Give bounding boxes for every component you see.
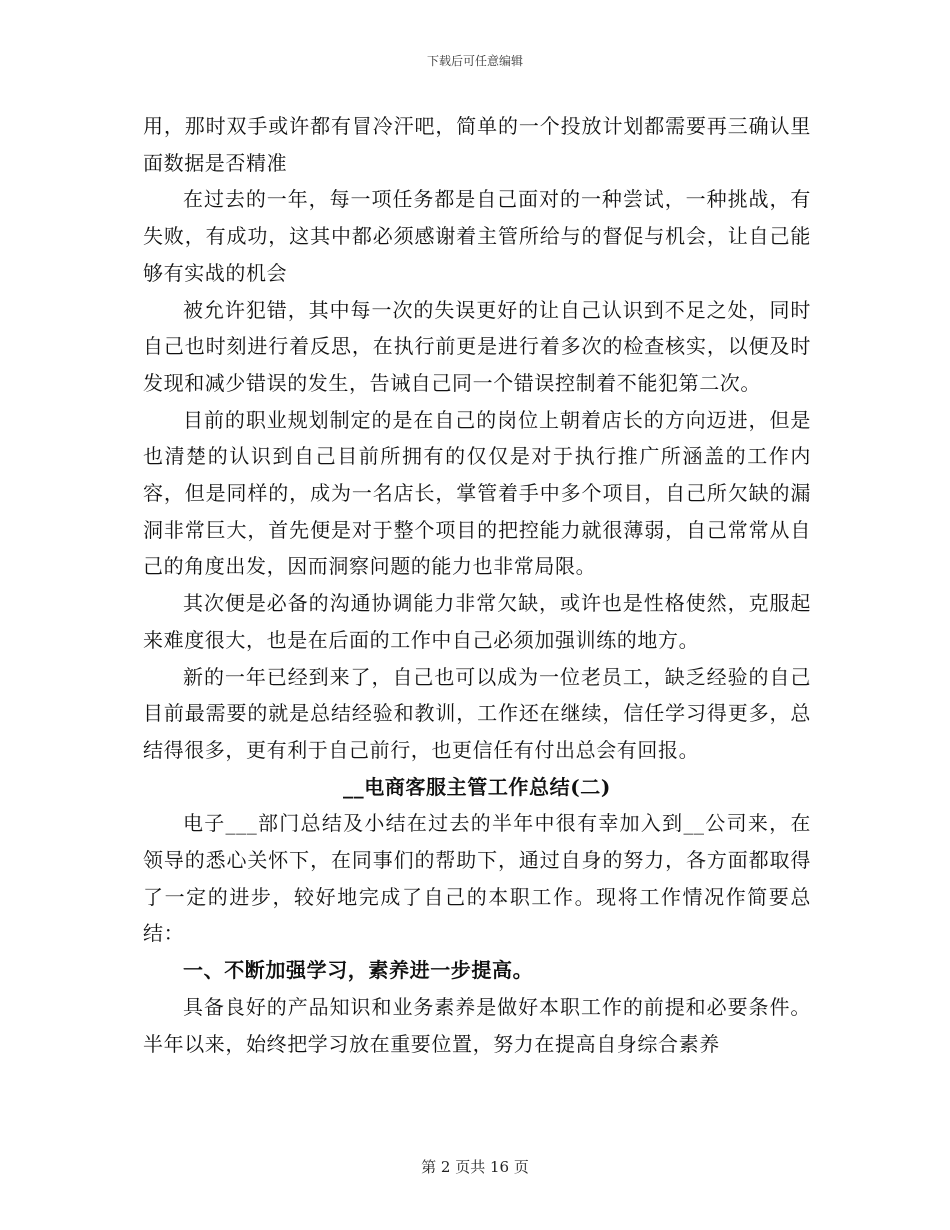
paragraph-8: 具备良好的产品知识和业务素养是做好本职工作的前提和必要条件。半年以来，始终把学习放在重要位置，努力在提高自身综合素养 (143, 994, 811, 1056)
paragraph-7: 电子___部门总结及小结在过去的半年中很有幸加入到__公司来，在领导的悉心关怀下，在同事们的帮助下，通过自身的努力，各方面都取得了一定的进步，较好地完成了自己的本职工作。现将工作情况作简要总结： (143, 811, 811, 946)
page-header: 下载后可任意编辑 (426, 54, 523, 68)
paragraph-6: 新的一年已经到来了，自己也可以成为一位老员工，缺乏经验的自己目前最需要的就是总结经验和教训，工作还在继续，信任学习得更多，总结得很多，更有利于自己前行，也更信任有付出总会有回报。 (143, 664, 811, 762)
paragraph-2: 在过去的一年，每一项任务都是自己面对的一种尝试，一种挑战，有失败，有成功，这其中都必须感谢着主管所给与的督促与机会，让自己能够有实战的机会 (143, 187, 811, 285)
page-footer: 第 2 页共 16 页 (421, 1158, 529, 1176)
section-title: __电商客服主管工作总结(二) (343, 774, 611, 799)
paragraph-1: 用，那时双手或许都有冒冷汗吧，简单的一个投放计划都需要再三确认里面数据是否精准 (143, 114, 811, 175)
paragraph-4: 目前的职业规划制定的是在自己的岗位上朝着店长的方向迈进，但是也清楚的认识到自己目前所拥有的仅仅是对于执行推广所涵盖的工作内容，但是同样的，成为一名店长，掌管着手中多个项目，自己所欠缺的漏洞非常巨大，首先便是对于整个项目的把控能力就很薄弱，自己常常从自己的角度出发，因而洞察问题的能力也非常局限。 (143, 407, 811, 579)
document-body (143, 108, 811, 1062)
section-heading-1: 一、不断加强学习，素养进一步提高。 (183, 958, 534, 983)
paragraph-5: 其次便是必备的沟通协调能力非常欠缺，或许也是性格使然，克服起来难度很大，也是在后面的工作中自己必须加强训练的地方。 (143, 591, 811, 652)
paragraph-3: 被允许犯错，其中每一次的失误更好的让自己认识到不足之处，同时自己也时刻进行着反思，在执行前更是进行着多次的检查核实，以便及时发现和减少错误的发生，告诫自己同一个错误控制着不能犯第二次。 (143, 297, 811, 395)
